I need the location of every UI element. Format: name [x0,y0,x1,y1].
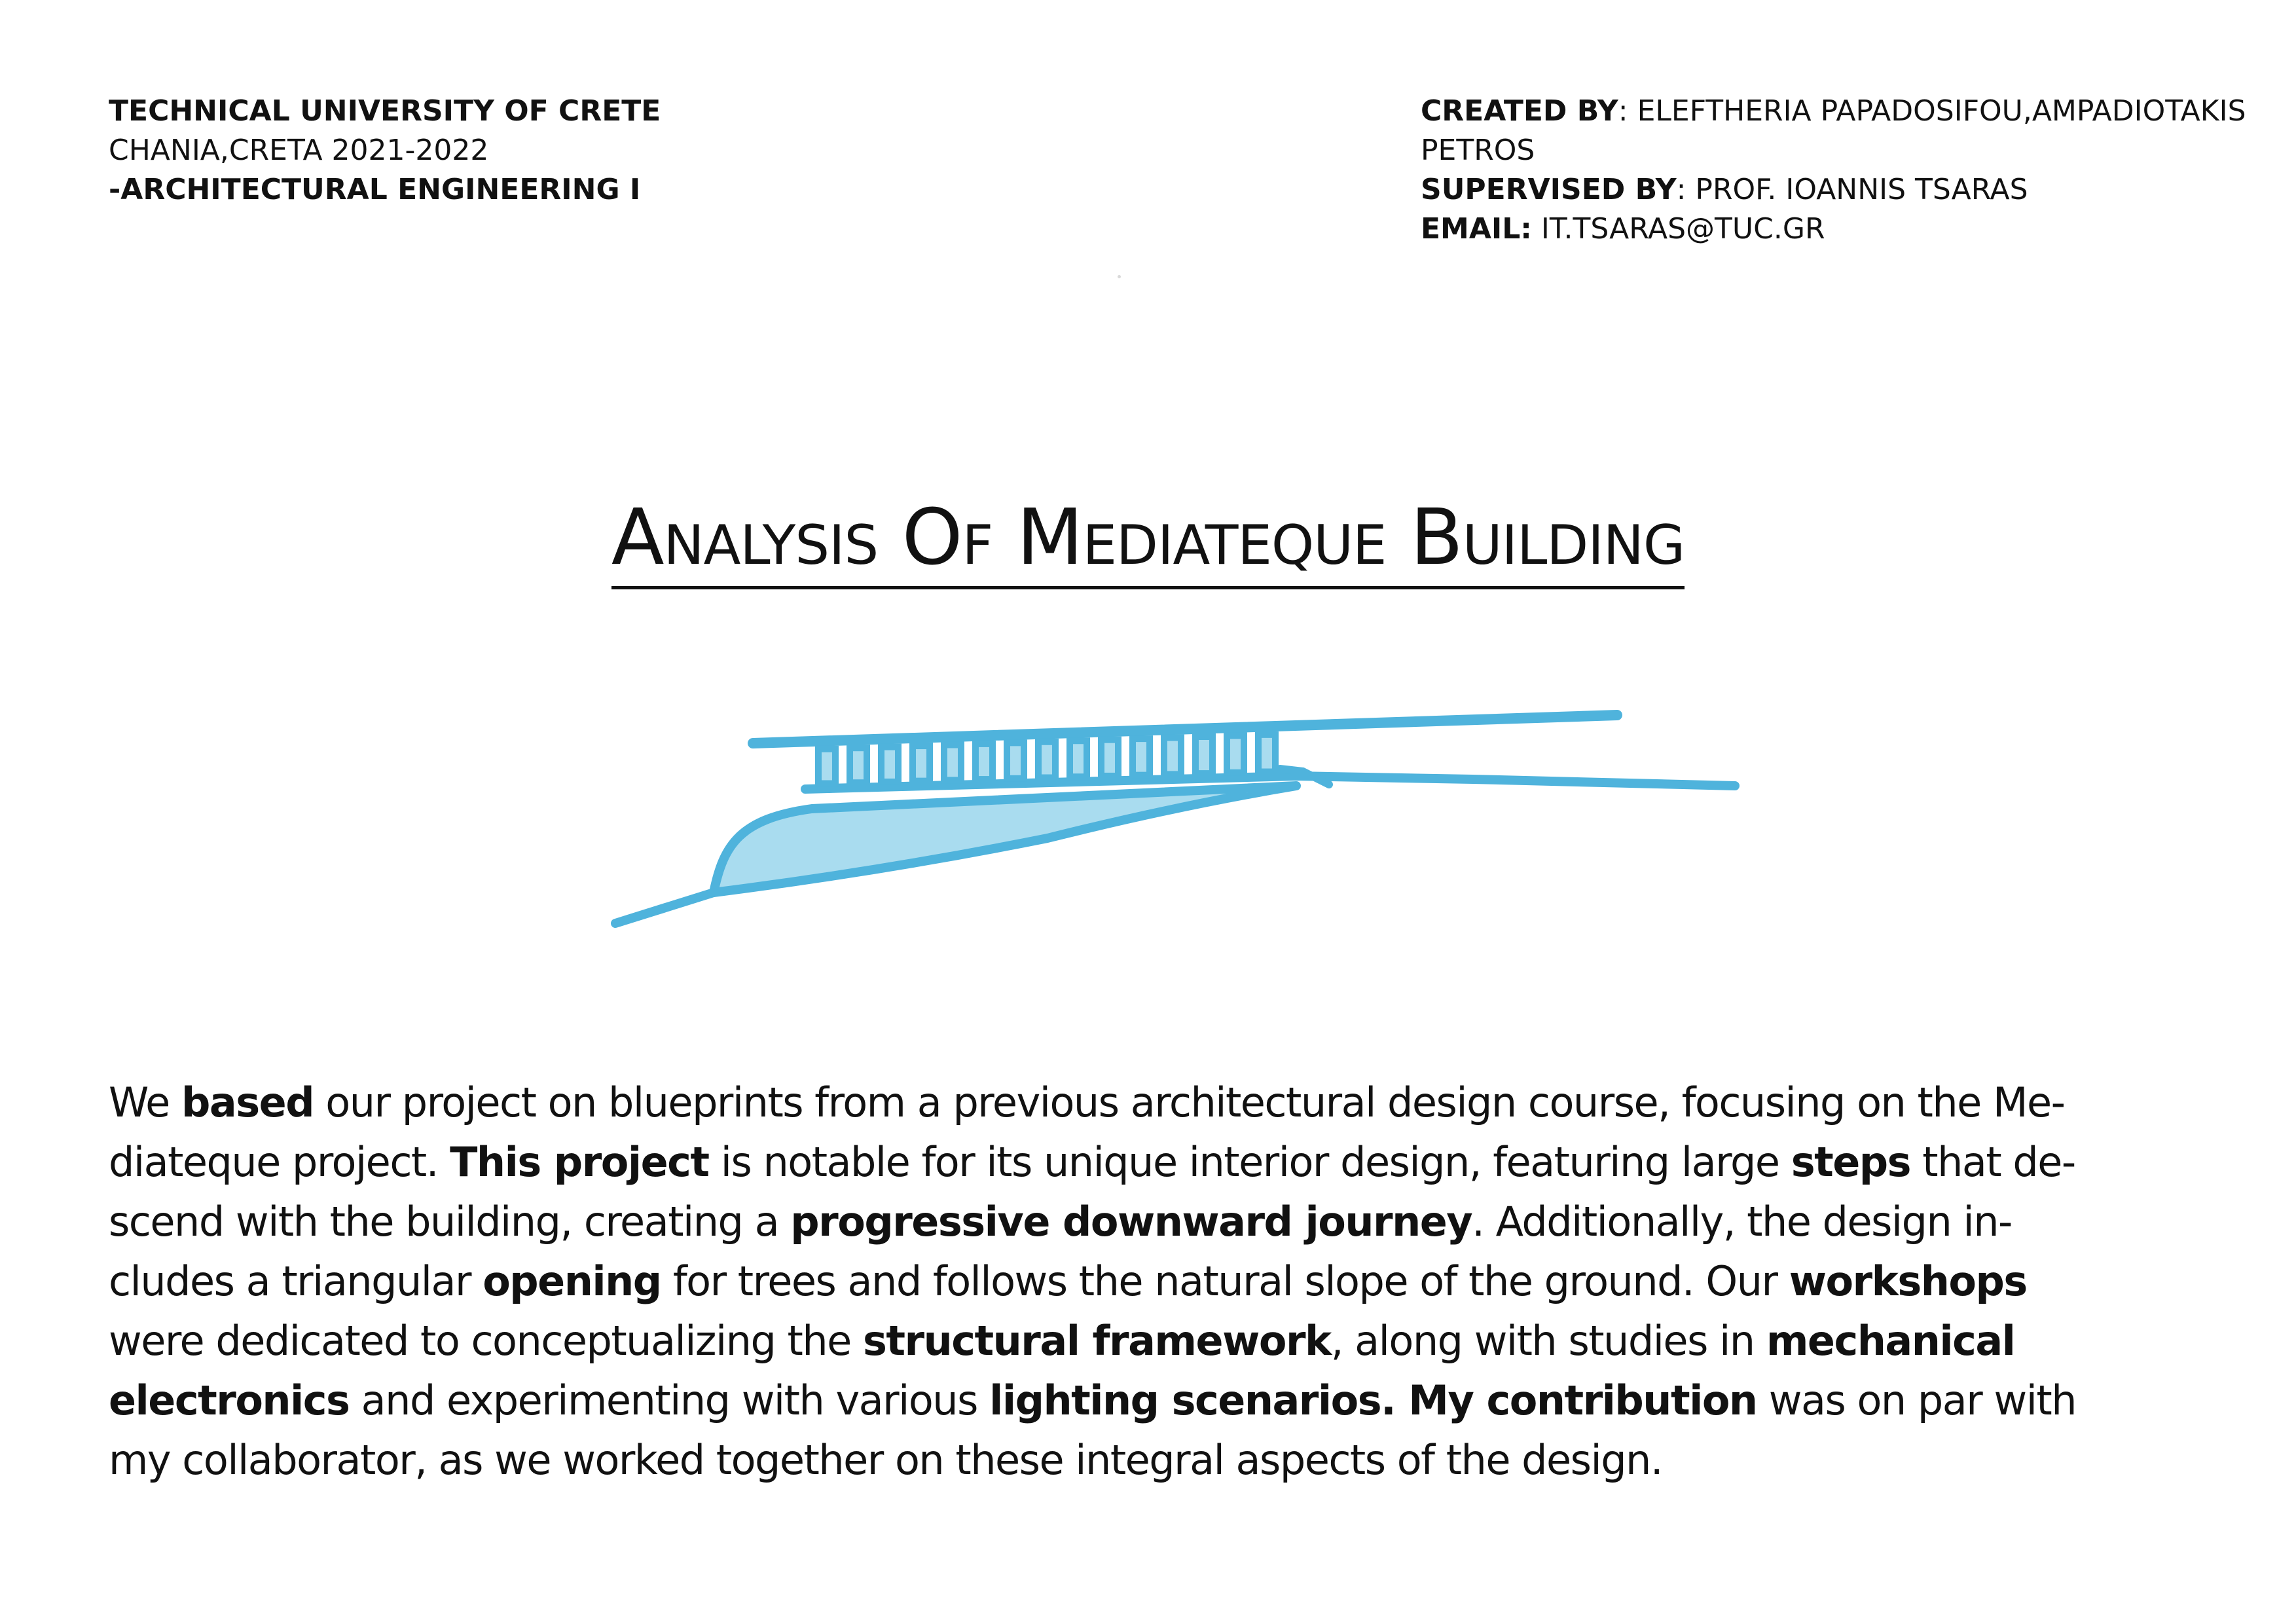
emphasized-text: mechanical [1766,1317,2015,1365]
created-by-value: : ELEFTHERIA PAPADOSIFOU,AMPADIOTAKIS PETROS [1421,94,2246,167]
window-pane [1038,742,1055,778]
stray-dot [1118,275,1121,278]
window-pane [944,745,961,780]
window-pane [1258,735,1275,772]
header-left [109,92,960,210]
window-pane [1070,741,1087,777]
email [1421,210,2265,249]
page-title-text: Analysis Of Mediateque Building [611,494,1685,589]
paragraph-text: is notable for its unique interior design, featuring large [708,1138,1791,1186]
emphasized-text: progressive downward journey [790,1198,1472,1246]
supervised-by-value: : PROF. IOANNIS TSARAS [1676,173,2028,206]
paragraph-text: diateque project. [109,1138,450,1186]
paragraph-line [109,1192,2210,1251]
ground-line [615,893,714,923]
paragraph-line [109,1430,2210,1490]
emphasized-text: This project [450,1138,709,1186]
paragraph-text: cludes a triangular [109,1257,483,1305]
course-name: -ARCHITECTURAL ENGINEERING I [109,173,641,206]
paragraph-text: were dedicated to conceptualizing the [109,1317,863,1365]
description-paragraph [109,1073,2210,1490]
window-pane [1227,735,1244,772]
email-label: EMAIL: [1421,212,1532,246]
emphasized-text: based [181,1079,314,1126]
window-pane [1101,740,1118,776]
created-by [1421,92,2265,170]
emphasized-text: electronics [109,1376,350,1424]
paragraph-line [109,1251,2210,1311]
email-value: IT.TSARAS@TUC.GR [1531,212,1825,246]
window-pane [1007,743,1024,778]
window-pane [1195,737,1212,773]
building-section-sketch [589,688,1768,950]
window-pane [913,746,930,781]
page-title [0,494,2296,589]
paragraph-text: my collaborator, as we worked together on these integral aspects of the design. [109,1436,1663,1484]
window-pane [881,747,898,782]
paragraph-text: , along with studies in [1330,1317,1766,1365]
emphasized-text: structural framework [863,1317,1331,1365]
paragraph-text: . Additionally, the design in- [1472,1198,2012,1246]
roof-slab [753,715,1617,743]
header-right [1421,92,2265,249]
window-pane [1164,738,1181,775]
paragraph-line [109,1311,2210,1371]
paragraph-text: was on par with [1757,1376,2077,1424]
paragraph-text: that de- [1910,1138,2075,1186]
paragraph-text: for trees and follows the natural slope of the ground. Our [661,1257,1789,1305]
paragraph-line [109,1371,2210,1430]
paragraph-text: We [109,1079,182,1126]
window-pane [1133,739,1150,775]
supervised-by-label: SUPERVISED BY [1421,173,1677,206]
paragraph-text: scend with the building, creating a [109,1198,791,1246]
paragraph-line [109,1073,2210,1132]
created-by-label: CREATED BY [1421,94,1618,128]
university-name: TECHNICAL UNIVERSITY OF CRETE [109,94,661,128]
supervised-by [1421,170,2265,210]
paragraph-text: our project on blueprints from a previous architectural design course, focusing on the Me- [314,1079,2065,1126]
window-pane [975,744,993,779]
emphasized-text: lighting scenarios. My contribution [989,1376,1757,1424]
emphasized-text: workshops [1789,1257,2027,1305]
window-pane [850,748,867,783]
window-pane [818,749,835,784]
location-year: CHANIA,CRETA 2021-2022 [109,134,489,167]
emphasized-text: opening [483,1257,661,1305]
paragraph-line [109,1132,2210,1192]
paragraph-text: and experimenting with various [349,1376,990,1424]
emphasized-text: steps [1791,1138,1911,1186]
